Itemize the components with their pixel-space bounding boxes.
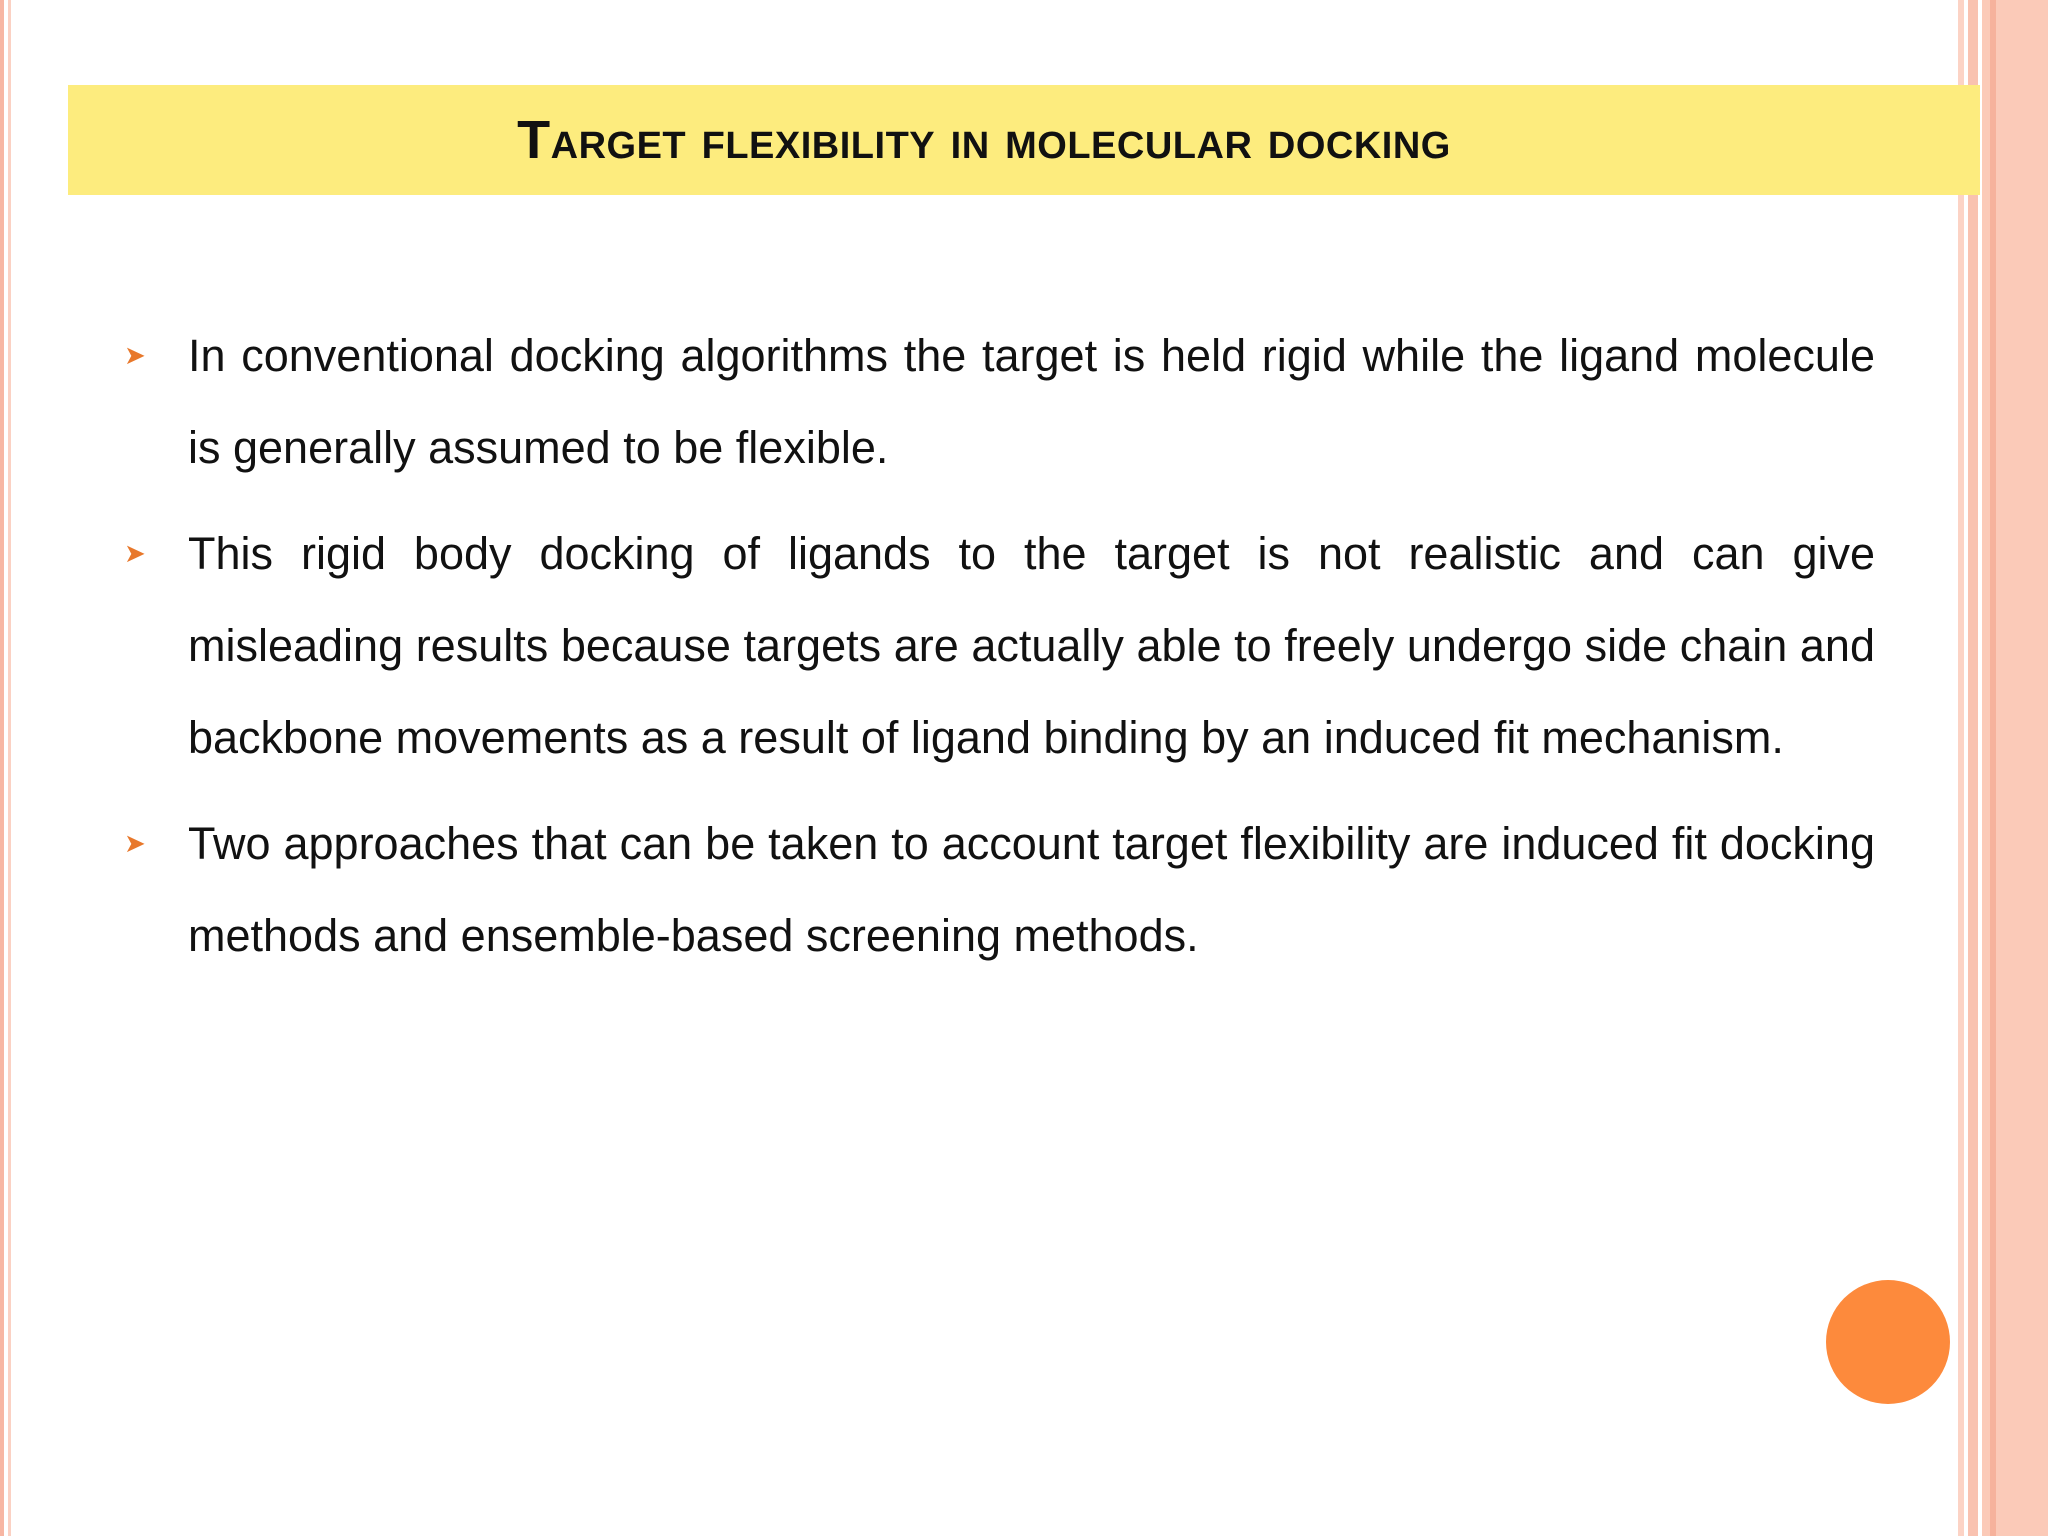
orange-circle-decoration [1826,1280,1950,1404]
left-border-stripe-inner [8,0,11,1536]
bullet-text-2: This rigid body docking of ligands to the target is not realistic and can give misleading results because targets are actually able to freely undergo side chain and backbone movements as a result of ligand binding by an induced fit mechanism. [188,528,1875,763]
arrowhead-bullet-icon: ➤ [124,341,146,371]
bullet-list [120,310,1875,996]
bullet-item-1 [120,310,1875,494]
bullet-text-1: In conventional docking algorithms the target is held rigid while the ligand molecule is generally assumed to be flexible. [188,330,1875,473]
title-bar [68,85,1980,195]
slide-title: Target flexibility in molecular docking [517,110,1451,170]
right-border-stripe-1 [1958,0,1964,1536]
bullet-item-3 [120,798,1875,982]
left-border-stripe [0,0,4,1536]
right-border-stripe-2 [1968,0,1978,1536]
bullet-item-2 [120,508,1875,784]
bullet-text-3: Two approaches that can be taken to account target flexibility are induced fit docking methods and ensemble-based screening methods. [188,818,1875,961]
arrowhead-bullet-icon: ➤ [124,829,146,859]
right-border-stripe-4 [1990,0,1996,1536]
arrowhead-bullet-icon: ➤ [124,539,146,569]
